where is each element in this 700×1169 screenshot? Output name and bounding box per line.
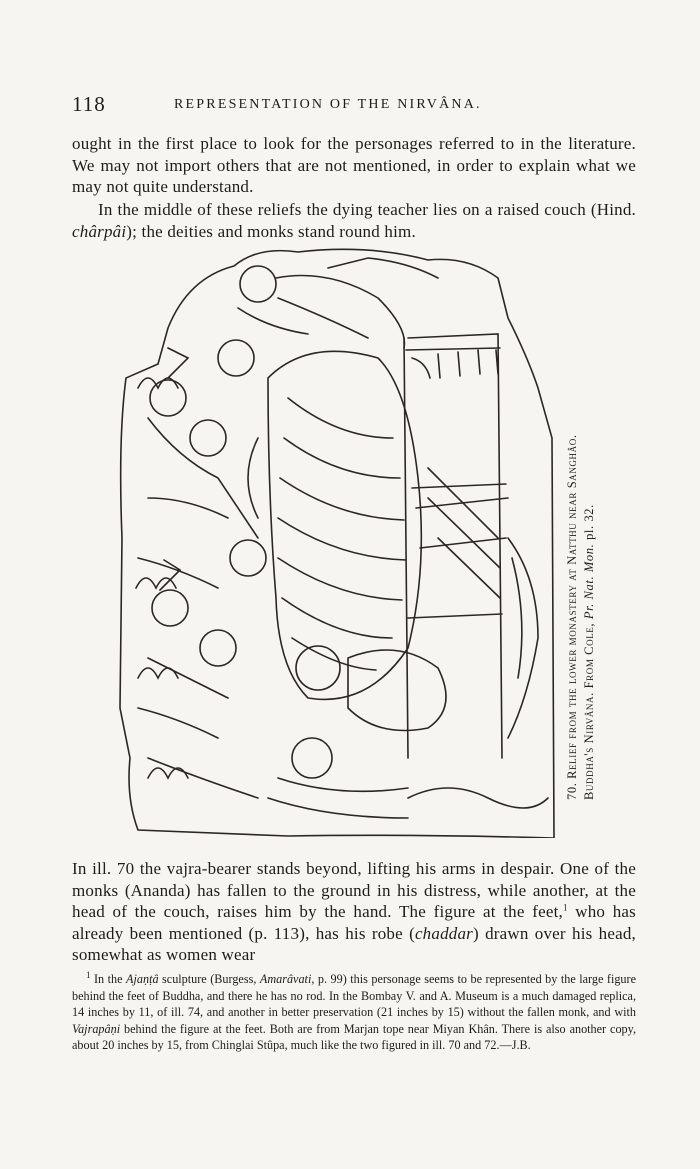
ground-figures [268,778,408,818]
page-number: 118 [72,92,106,116]
caption-line-1: 70. Relief from the lower monastery at Natthu near Sanghâo. [565,434,579,800]
footnote-text-a: In the [90,972,127,986]
figure-head-2 [190,420,226,456]
foliage-headdresses [136,378,188,778]
page-header [72,92,640,118]
standing-figures [138,348,258,798]
relief-outline [120,249,554,838]
footnote [72,971,636,1054]
caption-line-2 [581,320,598,800]
vajra-bearer-head [240,266,276,302]
paragraph-2-text-before: In the middle of these reliefs the dying teacher lies on a raised couch (Hind. [98,200,636,219]
footnote-number: 1 [86,969,91,980]
fallen-monk [408,538,548,808]
footnote-text-c: , p. 99) this personage seems to be represented by the large figure behind the feet of Buddha, and there he has no rod. In the Bombay V. and A. Museum is a much damaged replica, 14 inches by 11, of ill. 74, and another in better preservation (21 inches by 15) without the fallen monk, and with [72,972,636,1019]
paragraph-2 [72,199,636,242]
paragraph-3-text-after: ) drawn over his head, somewhat as women wear [72,923,636,964]
paragraph-1-text: ought in the first place to look for the personages referred to in the literature. We may not import others that are not mentioned, in order to explain what we may not quite understand. [72,134,636,196]
couch-legs [412,350,498,378]
paragraph-1 [72,133,636,198]
figure-head-1 [150,380,186,416]
caption-line-2-before: Buddha's Nirvâna. From Cole, [582,619,596,800]
figure-head-6 [230,540,266,576]
figure-head-3 [152,590,188,626]
running-title: REPRESENTATION OF THE NIRVÂNA. [174,97,482,112]
figure-caption [564,320,598,800]
paragraph-3-text-before: In ill. 70 the vajra-bearer stands beyond, lifting his arms in despair. One of the monks (Ananda) has fallen to the ground in his distress, while another, at the head of the couch, raises him by the hand. The figure at the feet, [72,859,636,921]
figure-head-4 [200,630,236,666]
relief-drawing [108,238,568,838]
footnote-name: Vajrapâṇi [72,1021,121,1036]
paragraph-3-text-middle: who has already been mentioned (p. 113), has his robe ( [72,902,636,943]
caption-source: Pr. Nat. Mon. [582,543,596,620]
relief-illustration [108,238,568,838]
monk-head [292,738,332,778]
footnote-text-d: behind the figure at the feet. Both are from Marjan tope near Miyan Khân. There is also another copy, about 20 inches by 15, from Chinglai Stûpa, much like the two figured in ill. 70 and 72.—J.B. [72,1021,636,1052]
paragraph-3 [72,858,636,966]
footnote-text-b: sculpture (Burgess, [158,972,260,986]
term-chaddar: chaddar [414,923,473,943]
term-charpai: chârpâi [72,221,127,241]
footnote-work: Amarâvati [259,972,312,986]
figure-head-5 [218,340,254,376]
vajra-bearer-body [238,258,438,348]
paragraph-2-text-after: ); the deities and monks stand round him. [126,221,416,241]
caption-line-2-after: pl. 32. [582,504,596,544]
footnote-marker: 1 [562,902,568,913]
couch-frame [404,334,506,758]
buddha-drapery [278,398,406,670]
footnote-place: Ajaṇṭâ [126,972,159,986]
